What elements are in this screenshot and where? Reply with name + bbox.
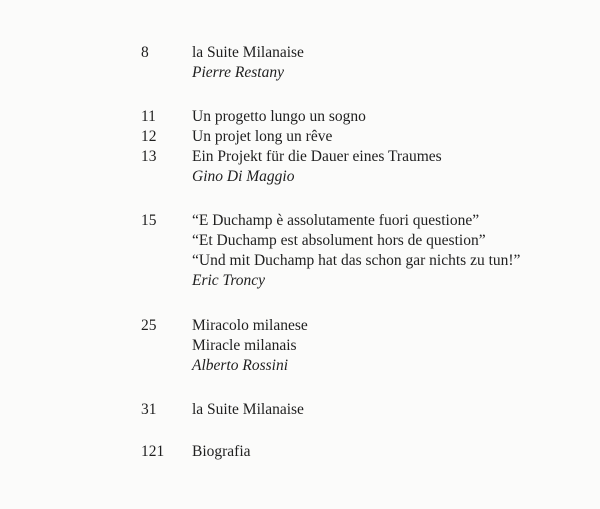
entry-title: “Und mit Duchamp hat das schon gar nichts zu tun!” (192, 252, 521, 269)
toc-line (0, 251, 600, 271)
toc-line (0, 231, 600, 251)
entry-author: Alberto Rossini (192, 357, 289, 374)
page-number: 31 (141, 401, 157, 418)
entry-title: Ein Projekt für die Dauer eines Traumes (192, 148, 442, 165)
toc-line (0, 442, 600, 462)
page-number: 8 (141, 44, 149, 61)
toc-line (0, 43, 600, 63)
entry-title: Miracolo milanese (192, 317, 308, 334)
toc-entry (0, 442, 600, 462)
toc-line (0, 167, 600, 187)
toc-line (0, 336, 600, 356)
toc-line (0, 211, 600, 231)
entry-title: “E Duchamp è assolutamente fuori questione” (192, 212, 480, 229)
toc-entry (0, 400, 600, 420)
entry-title: Un progetto lungo un sogno (192, 108, 366, 125)
toc-line (0, 356, 600, 376)
toc-line (0, 63, 600, 83)
page-number: 121 (141, 443, 165, 460)
page-number: 11 (141, 108, 156, 125)
toc-line (0, 107, 600, 127)
entry-author: Pierre Restany (192, 64, 284, 81)
toc-line (0, 127, 600, 147)
toc-entry (0, 107, 600, 187)
entry-title: la Suite Milanaise (192, 44, 304, 61)
page-number: 15 (141, 212, 157, 229)
page-number: 12 (141, 128, 157, 145)
entry-title: Biografia (192, 443, 251, 460)
entry-title: “Et Duchamp est absolument hors de question” (192, 232, 486, 249)
toc-line (0, 316, 600, 336)
toc-line (0, 271, 600, 291)
entry-title: Un projet long un rêve (192, 128, 333, 145)
entry-author: Gino Di Maggio (192, 168, 295, 185)
entry-title: la Suite Milanaise (192, 401, 304, 418)
toc-entry (0, 211, 600, 291)
toc-entry (0, 316, 600, 376)
entry-author: Eric Troncy (192, 272, 266, 289)
toc-line (0, 400, 600, 420)
toc-line (0, 147, 600, 167)
entry-title: Miracle milanais (192, 337, 297, 354)
page-number: 25 (141, 317, 157, 334)
page-number: 13 (141, 148, 157, 165)
toc-entry (0, 43, 600, 83)
